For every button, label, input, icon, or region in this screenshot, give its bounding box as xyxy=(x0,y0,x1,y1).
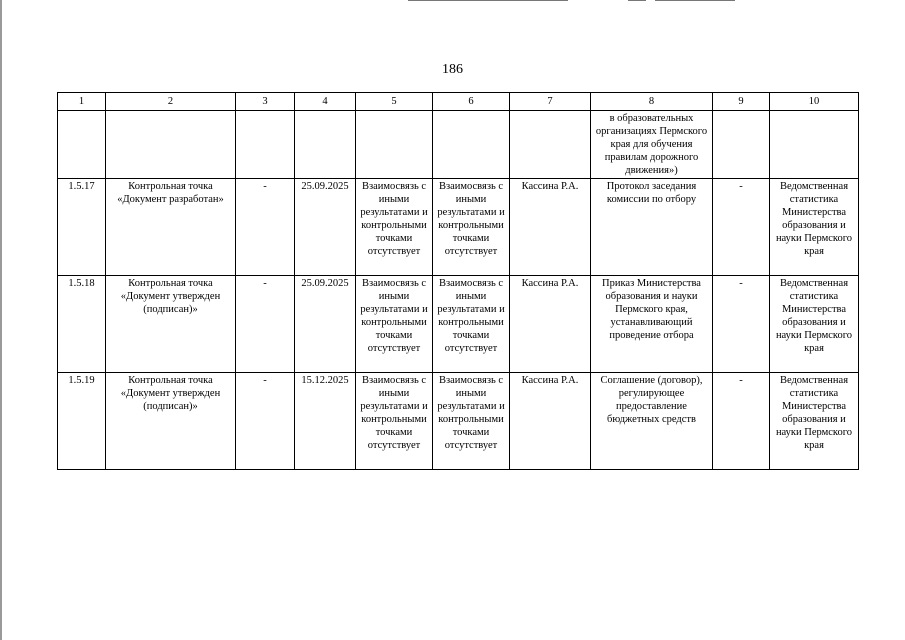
col-header-5: 5 xyxy=(356,93,433,111)
cell-relation-next: Взаимосвязь с иными результатами и контрольными точками отсутствует xyxy=(433,179,510,276)
col-header-10: 10 xyxy=(770,93,859,111)
cell-date: 25.09.2025 xyxy=(295,179,356,276)
cell-col9: - xyxy=(713,373,770,470)
cell-col9: - xyxy=(713,179,770,276)
cell-number: 1.5.17 xyxy=(58,179,106,276)
cell-document-continuation: в образовательных организациях Пермского края для обучения правилам дорожного движения») xyxy=(591,111,713,179)
col-header-7: 7 xyxy=(510,93,591,111)
cell-number: 1.5.19 xyxy=(58,373,106,470)
cell-document: Протокол заседания комиссии по отбору xyxy=(591,179,713,276)
cell-relation-next: Взаимосвязь с иными результатами и контрольными точками отсутствует xyxy=(433,276,510,373)
cell-empty xyxy=(295,111,356,179)
col-header-4: 4 xyxy=(295,93,356,111)
cell-checkpoint: Контрольная точка «Документ разработан» xyxy=(106,179,236,276)
top-rule-mid xyxy=(628,0,646,1)
cell-empty xyxy=(433,111,510,179)
cell-col3: - xyxy=(236,179,295,276)
col-header-6: 6 xyxy=(433,93,510,111)
cell-information-source: Ведомственная статистика Министерства образования и науки Пермского края xyxy=(770,373,859,470)
cell-responsible: Кассина Р.А. xyxy=(510,276,591,373)
cell-document: Приказ Министерства образования и науки Пермского края, устанавливающий проведение отбора xyxy=(591,276,713,373)
cell-information-source: Ведомственная статистика Министерства образования и науки Пермского края xyxy=(770,276,859,373)
table-row xyxy=(58,276,859,373)
cell-col3: - xyxy=(236,373,295,470)
table-row xyxy=(58,373,859,470)
col-header-9: 9 xyxy=(713,93,770,111)
header-row xyxy=(58,93,859,111)
table-row xyxy=(58,179,859,276)
cell-checkpoint: Контрольная точка «Документ утвержден (подписан)» xyxy=(106,373,236,470)
cell-empty xyxy=(510,111,591,179)
top-rule-right xyxy=(655,0,735,1)
cell-relation-prev: Взаимосвязь с иными результатами и контрольными точками отсутствует xyxy=(356,276,433,373)
page-number: 186 xyxy=(442,62,463,77)
scan-edge-shadow xyxy=(0,0,2,640)
cell-relation-prev: Взаимосвязь с иными результатами и контрольными точками отсутствует xyxy=(356,373,433,470)
cell-responsible: Кассина Р.А. xyxy=(510,373,591,470)
col-header-1: 1 xyxy=(58,93,106,111)
col-header-8: 8 xyxy=(591,93,713,111)
cell-col3: - xyxy=(236,276,295,373)
col-header-3: 3 xyxy=(236,93,295,111)
cell-date: 25.09.2025 xyxy=(295,276,356,373)
cell-empty xyxy=(58,111,106,179)
cell-information-source: Ведомственная статистика Министерства образования и науки Пермского края xyxy=(770,179,859,276)
cell-document: Соглашение (договор), регулирующее предоставление бюджетных средств xyxy=(591,373,713,470)
cell-col9: - xyxy=(713,276,770,373)
cell-empty xyxy=(356,111,433,179)
cell-number: 1.5.18 xyxy=(58,276,106,373)
plan-table xyxy=(57,92,859,470)
cell-empty xyxy=(106,111,236,179)
cell-relation-next: Взаимосвязь с иными результатами и контрольными точками отсутствует xyxy=(433,373,510,470)
cell-relation-prev: Взаимосвязь с иными результатами и контрольными точками отсутствует xyxy=(356,179,433,276)
continuation-row xyxy=(58,111,859,179)
cell-date: 15.12.2025 xyxy=(295,373,356,470)
cell-checkpoint: Контрольная точка «Документ утвержден (подписан)» xyxy=(106,276,236,373)
top-rule-left xyxy=(408,0,568,1)
cell-empty xyxy=(236,111,295,179)
col-header-2: 2 xyxy=(106,93,236,111)
cell-empty xyxy=(713,111,770,179)
cell-empty xyxy=(770,111,859,179)
cell-responsible: Кассина Р.А. xyxy=(510,179,591,276)
